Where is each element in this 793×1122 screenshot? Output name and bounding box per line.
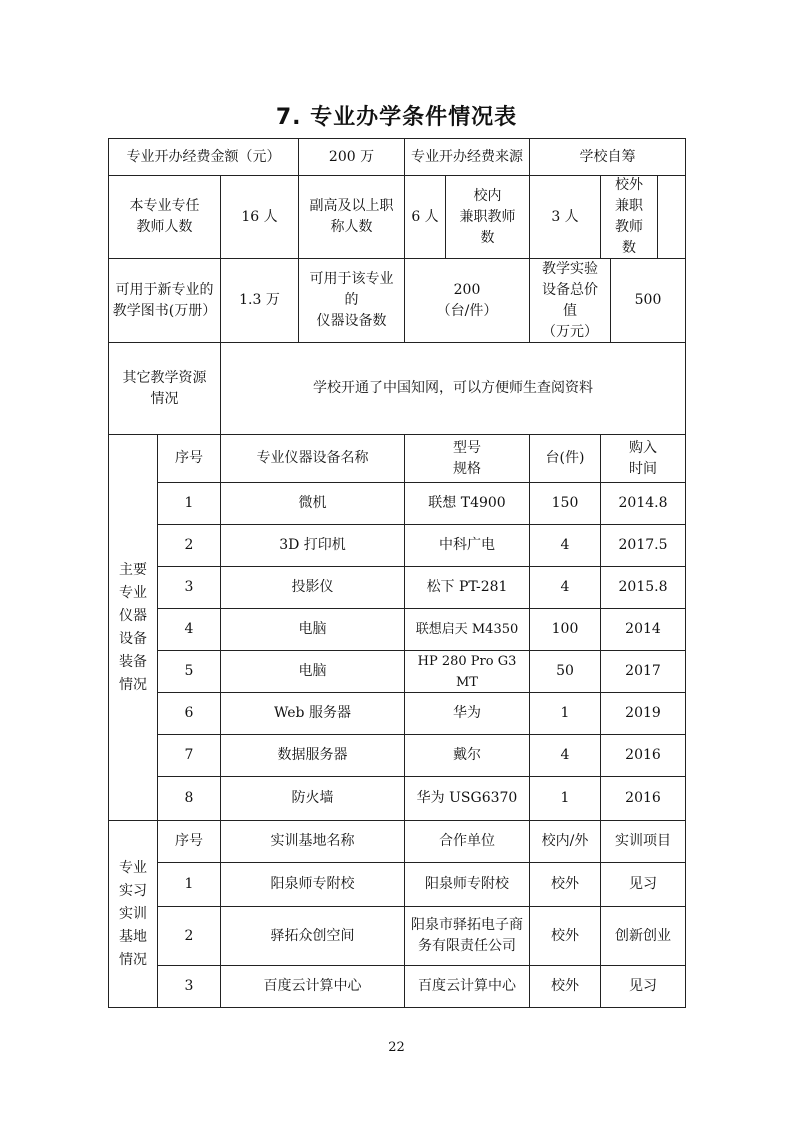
bases-row-2-index: 2 [157,906,221,966]
equipment-total-label: 教学实验 设备总价 值 （万元） [529,258,611,343]
equipment-row-5-model: HP 280 Pro G3 MT [404,650,530,693]
equipment-header-index: 序号 [157,434,221,483]
equipment-row-3-model: 松下 PT-281 [404,566,530,609]
equipment-row-1-name: 微机 [220,482,405,525]
senior-title-label: 副高及以上职 称人数 [298,175,405,259]
equipment-row-7-model: 戴尔 [404,734,530,777]
bases-row-2-location: 校外 [529,906,601,966]
funding-amount-value: 200 万 [298,138,405,176]
equipment-row-8-quantity: 1 [529,776,601,821]
equipment-row-3-index: 3 [157,566,221,609]
bases-header-name: 实训基地名称 [220,820,405,863]
equipment-row-4-index: 4 [157,608,221,651]
bases-row-3-project: 见习 [600,965,686,1008]
equipment-header-model: 型号 规格 [404,434,530,483]
equipment-row-8-index: 8 [157,776,221,821]
internal-parttime-label: 校内 兼职教师 数 [445,175,530,259]
equipment-header-purchase-time: 购入 时间 [600,434,686,483]
equipment-row-5-name: 电脑 [220,650,405,693]
equipment-header-name: 专业仪器设备名称 [220,434,405,483]
equipment-count-value: 200 （台/件） [404,258,530,343]
equipment-row-6-index: 6 [157,692,221,735]
equipment-row-1-purchase-time: 2014.8 [600,482,686,525]
equipment-row-4-quantity: 100 [529,608,601,651]
equipment-count-label: 可用于该专业 的 仪器设备数 [298,258,405,343]
bases-row-1-location: 校外 [529,862,601,907]
equipment-row-5-index: 5 [157,650,221,693]
equipment-row-2-model: 中科广电 [404,524,530,567]
funding-source-label: 专业开办经费来源 [404,138,530,176]
equipment-row-5-quantity: 50 [529,650,601,693]
equipment-row-2-name: 3D 打印机 [220,524,405,567]
funding-source-value: 学校自筹 [529,138,686,176]
bases-row-2-name: 驿拓众创空间 [220,906,405,966]
equipment-row-6-model: 华为 [404,692,530,735]
bases-header-index: 序号 [157,820,221,863]
bases-row-2-project: 创新创业 [600,906,686,966]
bases-row-1-project: 见习 [600,862,686,907]
bases-row-3-partner: 百度云计算中心 [404,965,530,1008]
equipment-row-7-purchase-time: 2016 [600,734,686,777]
bases-header-location: 校内/外 [529,820,601,863]
external-parttime-value [657,175,686,259]
equipment-row-3-purchase-time: 2015.8 [600,566,686,609]
books-label: 可用于新专业的 教学图书(万册） [108,258,221,343]
bases-header-partner: 合作单位 [404,820,530,863]
internal-parttime-value: 3 人 [529,175,601,259]
equipment-section-label: 主要 专业 仪器 设备 装备 情况 [108,434,158,821]
senior-title-value: 6 人 [404,175,446,259]
equipment-row-2-quantity: 4 [529,524,601,567]
equipment-row-3-quantity: 4 [529,566,601,609]
equipment-row-2-purchase-time: 2017.5 [600,524,686,567]
bases-row-3-name: 百度云计算中心 [220,965,405,1008]
equipment-row-1-index: 1 [157,482,221,525]
bases-row-1-partner: 阳泉师专附校 [404,862,530,907]
equipment-row-8-purchase-time: 2016 [600,776,686,821]
page-number: 22 [388,1040,405,1055]
equipment-row-8-name: 防火墙 [220,776,405,821]
equipment-row-4-purchase-time: 2014 [600,608,686,651]
equipment-row-6-purchase-time: 2019 [600,692,686,735]
bases-row-1-name: 阳泉师专附校 [220,862,405,907]
equipment-row-3-name: 投影仪 [220,566,405,609]
bases-header-project: 实训项目 [600,820,686,863]
bases-row-3-index: 3 [157,965,221,1008]
bases-row-3-location: 校外 [529,965,601,1008]
equipment-total-value: 500 [610,258,686,343]
equipment-row-7-name: 数据服务器 [220,734,405,777]
equipment-row-4-name: 电脑 [220,608,405,651]
books-value: 1.3 万 [220,258,299,343]
equipment-row-1-quantity: 150 [529,482,601,525]
equipment-row-7-index: 7 [157,734,221,777]
equipment-row-8-model: 华为 USG6370 [404,776,530,821]
equipment-header-quantity: 台(件) [529,434,601,483]
other-resources-label: 其它教学资源 情况 [108,342,221,435]
bases-row-2-partner: 阳泉市驿拓电子商 务有限责任公司 [404,906,530,966]
fulltime-teachers-value: 16 人 [220,175,299,259]
equipment-row-4-model: 联想启天 M4350 [404,608,530,651]
equipment-row-5-purchase-time: 2017 [600,650,686,693]
equipment-row-6-name: Web 服务器 [220,692,405,735]
equipment-row-7-quantity: 4 [529,734,601,777]
fulltime-teachers-label: 本专业专任 教师人数 [108,175,221,259]
equipment-row-6-quantity: 1 [529,692,601,735]
other-resources-value: 学校开通了中国知网，可以方便师生查阅资料 [220,342,686,435]
equipment-row-2-index: 2 [157,524,221,567]
funding-amount-label: 专业开办经费金额（元） [108,138,299,176]
bases-row-1-index: 1 [157,862,221,907]
page-title: 7. 专业办学条件情况表 [275,105,518,130]
equipment-row-1-model: 联想 T4900 [404,482,530,525]
external-parttime-label: 校外 兼职 教师 数 [600,175,658,259]
bases-section-label: 专业 实习 实训 基地 情况 [108,820,158,1008]
